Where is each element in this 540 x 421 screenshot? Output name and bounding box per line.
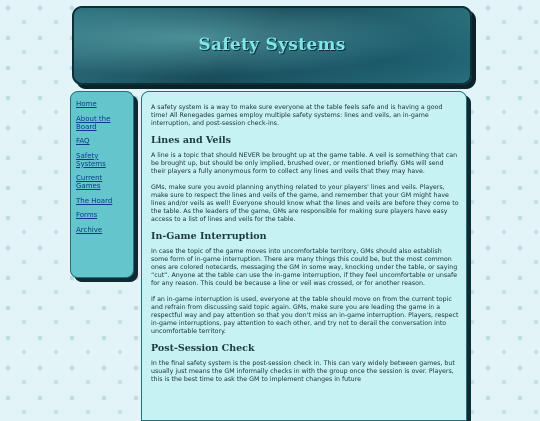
nav-link-archive[interactable]: Archive: [76, 225, 103, 234]
nav-link-faq[interactable]: FAQ: [76, 137, 90, 145]
nav-link-about-the-board[interactable]: About the Board: [76, 114, 111, 131]
main-content: [141, 91, 467, 421]
section-heading-lines-and-veils: Lines and Veils: [151, 135, 232, 147]
nav-link-home[interactable]: Home: [76, 100, 97, 108]
header-banner: [72, 6, 472, 85]
section-heading-in-game-interruption: In-Game Interruption: [151, 231, 267, 243]
section-paragraph: In the final safety system is the post-session check in. This can vary widely between games, but usually just means the GM informally checks in with the group once the session is over. Players, this is the best time to ask the GM to implement changes in future: [151, 359, 455, 384]
sidebar-nav: [70, 91, 134, 278]
nav-link-forms[interactable]: Forms: [76, 211, 98, 219]
nav-link-current-games[interactable]: Current Games: [76, 174, 103, 190]
section-paragraph: In case the topic of the game moves into uncomfortable territory, GMs should also establish some form of in-game interruption. There are many things this could be, but the most common ones are colored notecards, messaging the GM in some way, knocking under the table, or saying “cut”. Anyone at the table can use the in-game interruption, if they feel uncomfortable or unsafe for any reason. This could be because a line or veil was crossed, or for another reason.: [151, 248, 458, 288]
section-paragraph: A line is a topic that should NEVER be brought up at the game table. A veil is something that can be brought up, but should be only implied, brushed over, or mentioned briefly. GMs will send their players a fully anonymous form to collect any lines and veils that they may have.: [151, 152, 458, 176]
section-paragraph: If an in-game interruption is used, everyone at the table should move on from the current topic and refrain from discussing said topic again. GMs, make sure you are leading the game in a respectful way and pay attention so that you don't miss an in-game interruption. Players, respect in-game interruptions, pay attention to each other, and try not to derail the conversation into uncomfortable territory.: [151, 295, 459, 335]
nav-list: [71, 92, 133, 234]
section-paragraph: GMs, make sure you avoid planning anything related to your players' lines and veils. Players, make sure to respect the lines and veils of the game, and remember that your GM might have lines and/or veils as well! Everyone should know what the lines and veils are before they come to the table. As the leaders of the game, GMs are responsible for making sure players have easy access to a list of lines and veils for the table.: [151, 183, 459, 223]
nav-link-the-hoard[interactable]: The Hoard: [76, 196, 113, 205]
section-heading-post-session-check: Post-Session Check: [151, 342, 255, 354]
intro-paragraph: A safety system is a way to make sure everyone at the table feels safe and is having a good time! All Renegades games employ multiple safety systems: lines and veils, an in-game interruption, and post-session check-ins.: [151, 104, 443, 128]
site-title: Safety Systems: [198, 35, 346, 55]
nav-link-safety-systems[interactable]: Safety Systems: [76, 151, 106, 168]
